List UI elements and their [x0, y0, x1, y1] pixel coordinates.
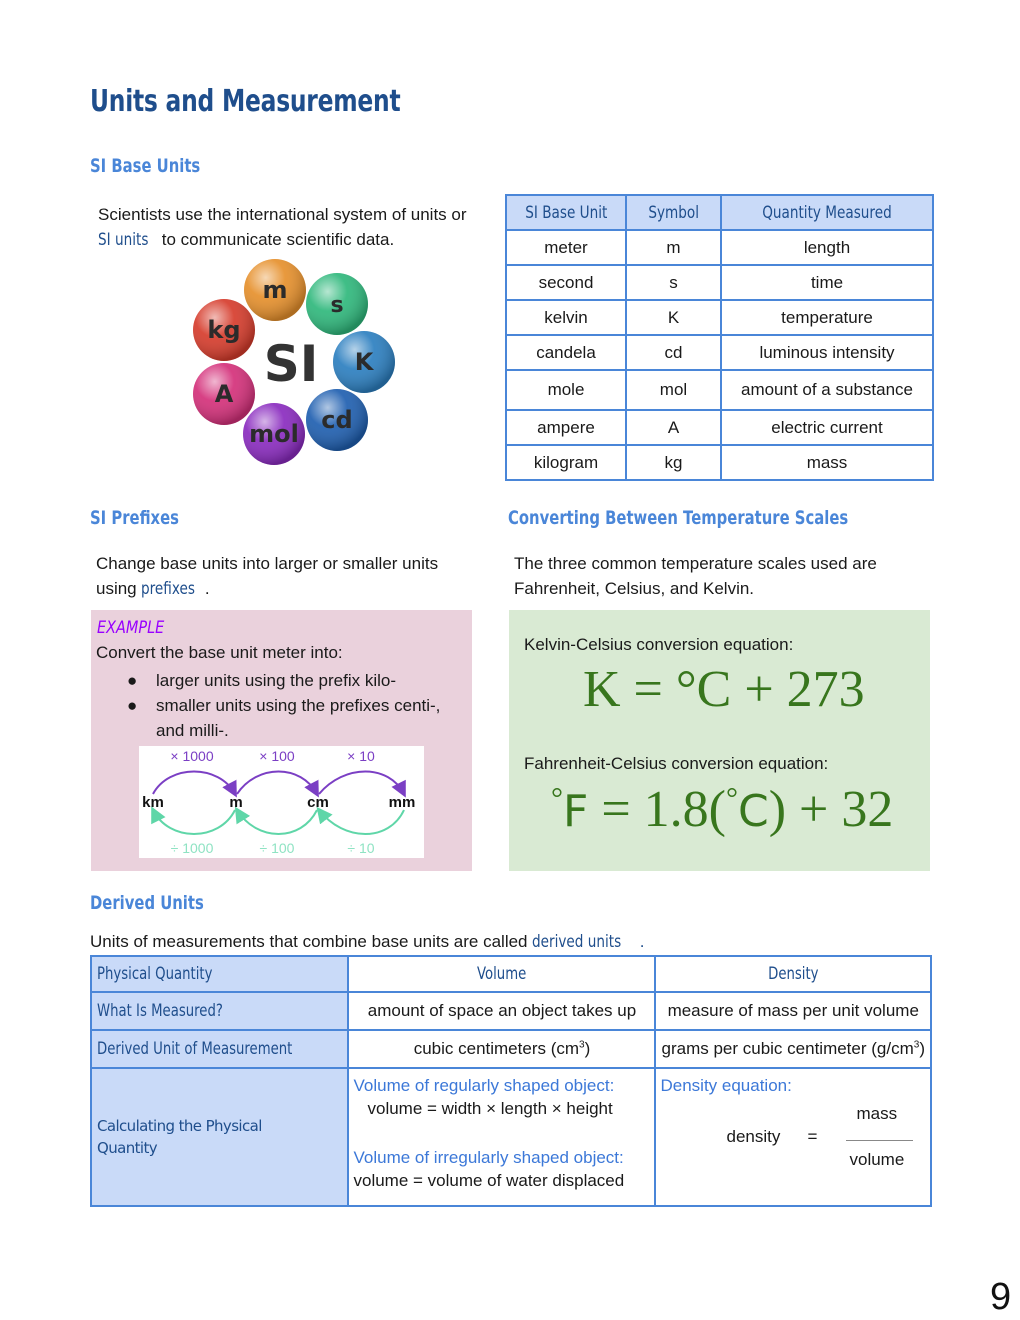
fahrenheit-equation — [551, 780, 893, 839]
example-bullet: ● — [127, 671, 138, 690]
derived-intro — [90, 930, 930, 955]
regular-volume-label: Volume of regularly shaped object: — [353, 1076, 615, 1095]
column-header-volume: Volume — [348, 956, 655, 992]
derived-unit-row — [91, 1030, 931, 1068]
si-unit-ball — [244, 259, 306, 321]
page-title: Units and Measurement — [90, 84, 401, 119]
ball-label: m — [262, 276, 288, 304]
prefixes-keyword: prefixes — [141, 578, 196, 599]
equals-sign: = — [807, 1127, 818, 1146]
si-table-header-row — [506, 195, 933, 230]
divide-label: ÷ 100 — [259, 840, 295, 856]
si-table-cell: kelvin — [506, 300, 626, 335]
derived-intro-tail: . — [639, 932, 645, 951]
si-table-cell: luminous intensity — [721, 335, 933, 370]
si-table-row — [506, 410, 933, 445]
derived-header-row — [91, 956, 931, 992]
example-bullet-text: larger units using the prefix kilo- — [156, 671, 397, 690]
derived-units-keyword: derived units — [532, 932, 622, 952]
page-number: 9 — [990, 1276, 1012, 1318]
si-table-cell: s — [626, 265, 721, 300]
fahrenheit-label: Fahrenheit-Celsius conversion equation: — [524, 754, 829, 773]
degree-symbol: ° — [725, 782, 738, 815]
divide-arrow — [319, 810, 404, 834]
row-header: What Is Measured? — [91, 992, 348, 1030]
si-unit-ball — [306, 273, 368, 335]
ball-label: A — [214, 380, 234, 408]
si-base-intro — [98, 203, 503, 252]
unit-label: m — [229, 794, 243, 811]
si-table-cell: temperature — [721, 300, 933, 335]
si-table-cell: cd — [626, 335, 721, 370]
si-table-cell: kg — [626, 445, 721, 480]
si-center-label: SI — [263, 335, 319, 393]
kelvin-equation: K = °C + 273 — [583, 661, 865, 718]
derived-units-table — [90, 955, 932, 1207]
example-bullet-text: smaller units using the prefixes centi-, and milli-. — [156, 696, 441, 740]
si-table-row — [506, 335, 933, 370]
multiply-arrow — [153, 772, 235, 795]
si-base-intro-tail: to communicate scientific data. — [157, 229, 395, 249]
example-box — [91, 610, 472, 871]
density-measured-cell: measure of mass per unit volume — [655, 992, 931, 1030]
si-table-cell: second — [506, 265, 626, 300]
example-label: EXAMPLE — [97, 618, 165, 638]
si-table-cell: time — [721, 265, 933, 300]
temperature-equations-box — [509, 610, 930, 871]
si-table-header: SI Base Unit — [506, 195, 626, 230]
si-table-cell: candela — [506, 335, 626, 370]
si-unit-ball — [243, 403, 305, 465]
si-table-cell: m — [626, 230, 721, 265]
irregular-volume-label: Volume of irregularly shaped object: — [353, 1148, 624, 1167]
volume-calc-cell — [348, 1068, 655, 1206]
si-table-header: Symbol — [626, 195, 721, 230]
si-table-row — [506, 445, 933, 480]
divide-arrow — [237, 810, 317, 834]
kelvin-label: Kelvin-Celsius conversion equation: — [524, 635, 794, 654]
density-denominator: volume — [849, 1150, 905, 1169]
multiply-label: × 10 — [347, 748, 375, 764]
derived-measured-row — [91, 992, 931, 1030]
si-units-graphic — [188, 256, 404, 468]
density-unit-cell: grams per cubic centimeter $(g/cm^3)$ — [655, 1030, 931, 1068]
si-table-row — [506, 265, 933, 300]
f-equation-mid: = 1.8( — [588, 781, 726, 838]
multiply-label: × 1000 — [170, 748, 214, 764]
c-letter: C — [737, 786, 769, 837]
multiply-label: × 100 — [259, 748, 295, 764]
si-table-cell: meter — [506, 230, 626, 265]
divide-label: ÷ 10 — [347, 840, 375, 856]
si-table-row — [506, 230, 933, 265]
si-table-cell: electric current — [721, 410, 933, 445]
row-header: Calculating the Physical Quantity — [91, 1068, 348, 1206]
f-equation-end: ) + 32 — [768, 781, 894, 838]
si-table-cell: amount of a substance — [721, 370, 933, 410]
si-table-cell: mol — [626, 370, 721, 410]
si-base-units-table — [505, 194, 934, 481]
divide-arrow — [153, 810, 235, 834]
si-base-intro-text: Scientists use the international system of units or — [98, 205, 467, 224]
si-table-cell: kilogram — [506, 445, 626, 480]
divide-label: ÷ 1000 — [170, 840, 214, 856]
row-header: Derived Unit of Measurement — [91, 1030, 348, 1068]
prefix-conversion-diagram — [139, 746, 424, 858]
si-table-cell: ampere — [506, 410, 626, 445]
multiply-arrow — [237, 772, 317, 795]
row-header: Physical Quantity — [91, 956, 348, 992]
ball-label: kg — [207, 316, 241, 344]
si-prefixes-heading: SI Prefixes — [90, 507, 179, 529]
temperature-heading: Converting Between Temperature Scales — [508, 507, 849, 529]
si-table-cell: length — [721, 230, 933, 265]
degree-symbol: ° — [551, 782, 563, 815]
volume-unit-cell: cubic centimeters $(cm^3)$ — [348, 1030, 655, 1068]
density-calc-cell — [655, 1068, 931, 1206]
fraction-bar — [846, 1140, 913, 1141]
example-prompt: Convert the base unit meter into: — [96, 643, 343, 662]
si-unit-ball — [333, 331, 395, 393]
unit-label: mm — [388, 794, 416, 811]
si-table-row — [506, 370, 933, 410]
density-numerator: mass — [856, 1104, 898, 1123]
ball-label: K — [354, 348, 374, 376]
si-table-header: Quantity Measured — [721, 195, 933, 230]
ball-label: mol — [249, 420, 299, 448]
derived-calc-row — [91, 1068, 931, 1206]
si-table-cell: A — [626, 410, 721, 445]
density-equation-label: Density equation: — [660, 1076, 792, 1095]
volume-measured-cell: amount of space an object takes up — [348, 992, 655, 1030]
derived-intro-text: Units of measurements that combine base units are called — [90, 932, 533, 951]
temperature-intro: The three common temperature scales used are Fahrenheit, Celsius, and Kelvin. — [514, 554, 877, 598]
unit-label: km — [142, 794, 164, 811]
multiply-arrow — [319, 772, 404, 795]
prefixes-intro-text: Change base units into larger or smaller units using — [96, 554, 439, 598]
si-unit-ball — [193, 363, 255, 425]
f-letter: F — [563, 786, 589, 837]
si-units-keyword: SI units — [98, 229, 149, 250]
derived-units-heading: Derived Units — [90, 892, 204, 914]
si-base-heading: SI Base Units — [90, 155, 201, 177]
regular-volume-equation: volume = width × length × height — [367, 1099, 613, 1118]
ball-label: s — [330, 293, 344, 318]
density-lhs: density — [726, 1127, 781, 1146]
si-table-cell: mass — [721, 445, 933, 480]
irregular-volume-equation: volume = volume of water displaced — [353, 1171, 625, 1190]
column-header-density: Density — [655, 956, 931, 992]
prefixes-intro — [96, 552, 476, 601]
si-table-row — [506, 300, 933, 335]
ball-label: cd — [321, 406, 353, 434]
si-unit-ball — [193, 299, 255, 361]
si-unit-ball — [306, 389, 368, 451]
prefixes-intro-tail: . — [204, 578, 210, 598]
example-bullet: ● — [127, 696, 138, 715]
unit-label: cm — [307, 794, 329, 811]
si-table-cell: mole — [506, 370, 626, 410]
si-table-cell: K — [626, 300, 721, 335]
